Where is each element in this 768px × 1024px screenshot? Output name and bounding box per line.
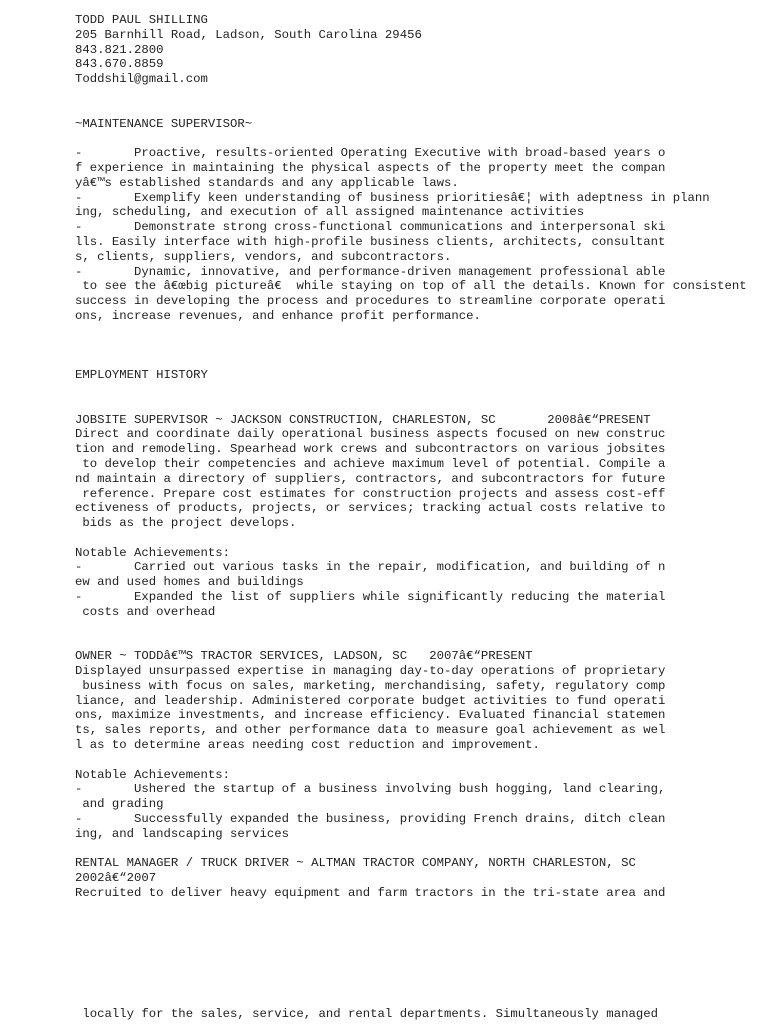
job-description-line: tion and remodeling. Spearhead work crews and subcontractors on various jobsites: [75, 442, 666, 457]
job-entry-jackson: [75, 413, 765, 620]
objective-line: success in developing the process and procedures to streamline corporate operati: [75, 294, 666, 309]
page-continuation-line: locally for the sales, service, and rental departments. Simultaneously managed: [75, 1007, 658, 1021]
objective-line: f experience in maintaining the physical aspects of the property meet the compan: [75, 160, 666, 175]
achievement-line: - Successfully expanded the business, providing French drains, ditch clean: [75, 812, 666, 827]
job-heading: RENTAL MANAGER / TRUCK DRIVER ~ ALTMAN TRACTOR COMPANY, NORTH CHARLESTON, SC: [75, 856, 636, 871]
resume-document: [75, 13, 765, 901]
objective-line: lls. Easily interface with high-profile business clients, architects, consultant: [75, 234, 666, 249]
job-description-line: bids as the project develops.: [75, 516, 297, 531]
candidate-phone-2: 843.670.8859: [75, 57, 164, 72]
achievement-line: and grading: [75, 797, 164, 812]
objective-line: - Exemplify keen understanding of business prioritiesâ€¦ with adeptness in plann: [75, 190, 710, 205]
employment-history-title: EMPLOYMENT HISTORY: [75, 368, 208, 383]
job-description-line: reference. Prepare cost estimates for construction projects and assess cost-eff: [75, 486, 666, 501]
objective-line: - Proactive, results-oriented Operating Executive with broad-based years o: [75, 146, 666, 161]
candidate-name: TODD PAUL SHILLING: [75, 13, 208, 27]
job-description-line: ectiveness of products, projects, or services; tracking actual costs relative to: [75, 501, 666, 516]
job-entry-altman: [75, 856, 765, 900]
objective-line: ons, increase revenues, and enhance profit performance.: [75, 308, 481, 323]
job-description-line: Direct and coordinate daily operational business aspects focused on new construc: [75, 427, 666, 442]
objective-section: [75, 117, 765, 324]
job-description-line: nd maintain a directory of suppliers, contractors, and subcontractors for future: [75, 471, 666, 486]
achievement-line: - Expanded the list of suppliers while significantly reducing the material: [75, 590, 666, 605]
achievements-label: Notable Achievements:: [75, 545, 230, 560]
job-heading: OWNER ~ TODDâ€™S TRACTOR SERVICES, LADSON, SC 2007â€“PRESENT: [75, 649, 533, 664]
objective-line: - Demonstrate strong cross-functional communications and interpersonal ski: [75, 220, 666, 235]
job-description-line: l as to determine areas needing cost reduction and improvement.: [75, 738, 540, 753]
job-entry-todds-tractor: [75, 649, 765, 841]
job-dates: 2002â€“2007: [75, 871, 157, 886]
job-description-line: Recruited to deliver heavy equipment and farm tractors in the tri-state area and: [75, 886, 666, 901]
job-description-line: ts, sales reports, and other performance data to measure goal achievement as wel: [75, 723, 666, 738]
achievement-line: - Ushered the startup of a business involving bush hogging, land clearing,: [75, 782, 666, 797]
job-description-line: business with focus on sales, marketing, merchandising, safety, regulatory comp: [75, 678, 666, 693]
candidate-phone-1: 843.821.2800: [75, 42, 164, 57]
contact-header: [75, 13, 765, 87]
job-description-line: ons, maximize investments, and increase efficiency. Evaluated financial statemen: [75, 708, 666, 723]
candidate-email: Toddshil@gmail.com: [75, 72, 208, 87]
job-description-line: liance, and leadership. Administered corporate budget activities to fund operati: [75, 693, 666, 708]
objective-line: s, clients, suppliers, vendors, and subcontractors.: [75, 249, 452, 264]
achievement-line: costs and overhead: [75, 604, 216, 619]
candidate-address: 205 Barnhill Road, Ladson, South Carolina 29456: [75, 27, 422, 42]
achievements-label: Notable Achievements:: [75, 767, 230, 782]
achievement-line: ew and used homes and buildings: [75, 575, 304, 590]
objective-line: ing, scheduling, and execution of all assigned maintenance activities: [75, 205, 585, 220]
objective-line: - Dynamic, innovative, and performance-driven management professional able: [75, 264, 666, 279]
achievement-line: ing, and landscaping services: [75, 826, 290, 841]
objective-title: ~MAINTENANCE SUPERVISOR~: [75, 116, 253, 131]
job-description-line: Displayed unsurpassed expertise in managing day-to-day operations of proprietary: [75, 664, 666, 679]
achievement-line: - Carried out various tasks in the repair, modification, and building of n: [75, 560, 666, 575]
job-heading: JOBSITE SUPERVISOR ~ JACKSON CONSTRUCTION, CHARLESTON, SC 2008â€“PRESENT: [75, 412, 651, 427]
job-description-line: to develop their competencies and achieve maximum level of potential. Compile a: [75, 456, 666, 471]
objective-line: to see the â€œbig pictureâ€ while staying on top of all the details. Known for consistent: [75, 279, 747, 294]
objective-line: yâ€™s established standards and any applicable laws.: [75, 175, 459, 190]
